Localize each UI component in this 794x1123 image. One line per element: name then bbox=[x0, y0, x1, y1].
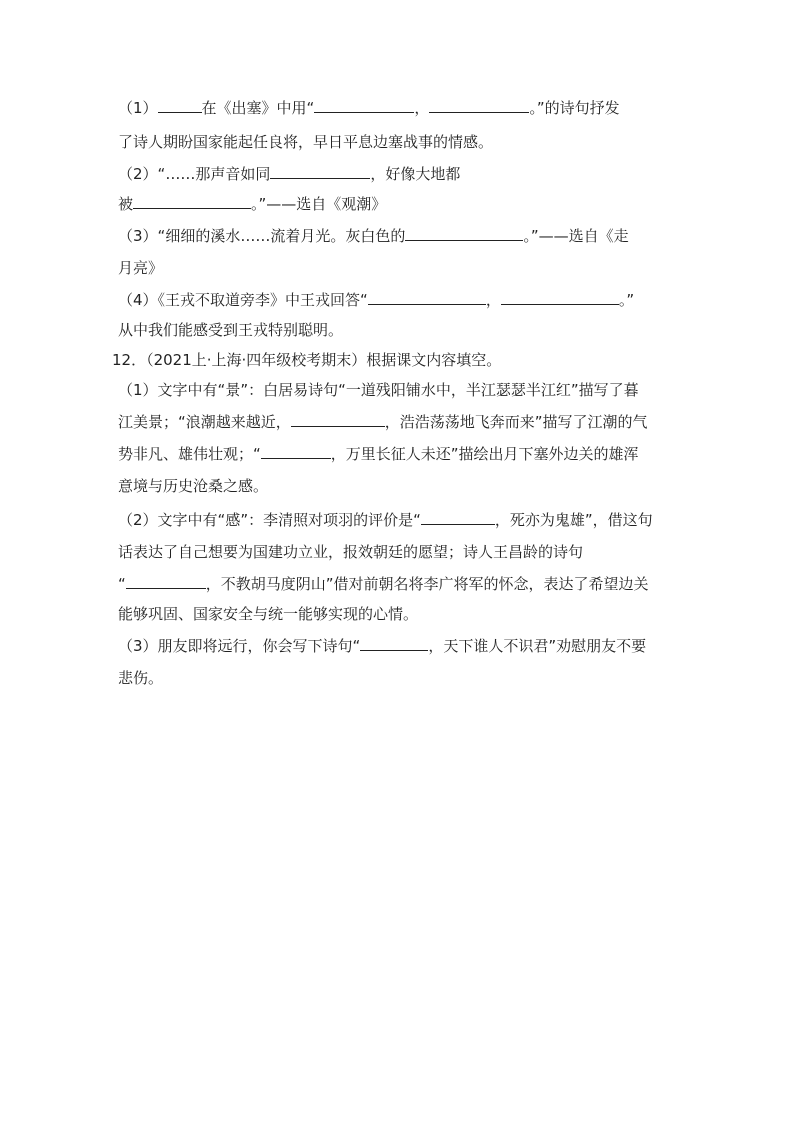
q11-p1-line2: 了诗人期盼国家能起任良将，早日平息边塞战事的情感。 bbox=[118, 133, 494, 151]
q12-p2-line3 bbox=[118, 574, 649, 594]
q12-p1-line1: （1）文字中有“景”：白居易诗句“一道残阳铺水中，半江瑟瑟半江红”描写了暮 bbox=[118, 381, 639, 399]
blank[interactable] bbox=[126, 574, 206, 589]
text: （3）朋友即将远行，你会写下诗句“ bbox=[118, 637, 361, 655]
q11-p4-line1 bbox=[118, 290, 634, 310]
q12-p2-line2: 话表达了自己想要为国建功立业，报效朝廷的愿望；诗人王昌龄的诗句 bbox=[118, 543, 584, 561]
q11-p4-line2: 从中我们能感受到王戎特别聪明。 bbox=[118, 321, 344, 339]
q12-p3-line2: 悲伤。 bbox=[118, 669, 164, 687]
q12-p3-line1 bbox=[118, 636, 646, 656]
text: 被 bbox=[118, 195, 134, 213]
q12-p1-line4: 意境与历史沧桑之感。 bbox=[118, 477, 269, 495]
text: 。” bbox=[618, 291, 635, 309]
text: 。”的诗句抒发 bbox=[529, 99, 620, 117]
text: （1） bbox=[118, 99, 158, 117]
q11-p1-line1 bbox=[118, 98, 620, 118]
q11-p2-line2 bbox=[118, 194, 386, 214]
blank[interactable] bbox=[501, 290, 619, 305]
text: 。”——选自《观潮》 bbox=[251, 195, 387, 213]
q11-p3-line2: 月亮》 bbox=[118, 259, 164, 277]
blank[interactable] bbox=[314, 98, 414, 113]
text: ，死亦为鬼雄”，借这句 bbox=[494, 511, 653, 529]
text: ， bbox=[485, 291, 501, 309]
blank[interactable] bbox=[368, 290, 486, 305]
text: （4）《王戎不取道旁李》中王戎回答“ bbox=[118, 291, 368, 309]
text: 势非凡、雄伟壮观；“ bbox=[118, 445, 261, 463]
text: （3）“细细的溪水……流着月光。灰白色的 bbox=[118, 227, 406, 245]
blank[interactable] bbox=[405, 226, 523, 241]
text: 在《出塞》中用“ bbox=[201, 99, 315, 117]
q12-p2-line1 bbox=[118, 510, 653, 530]
q12-p2-line4: 能够巩固、国家安全与统一能够实现的心情。 bbox=[118, 605, 419, 623]
text: ，不教胡马度阴山”借对前朝名将李广将军的怀念，表达了希望边关 bbox=[205, 575, 649, 593]
text: 。”——选自《走 bbox=[523, 227, 629, 245]
q12-title: 12．（2021上·上海·四年级校考期末）根据课文内容填空。 bbox=[112, 351, 502, 369]
text: “ bbox=[118, 575, 126, 593]
q11-p3-line1 bbox=[118, 226, 629, 246]
blank[interactable] bbox=[429, 98, 529, 113]
blank[interactable] bbox=[158, 98, 202, 113]
text: ，天下谁人不识君”劝慰朋友不要 bbox=[428, 637, 647, 655]
text: ，万里长征人未还”描绘出月下塞外边关的雄浑 bbox=[330, 445, 639, 463]
blank[interactable] bbox=[261, 444, 331, 459]
text: （2）文字中有“感”：李清照对项羽的评价是“ bbox=[118, 511, 421, 529]
blank[interactable] bbox=[421, 510, 495, 525]
blank[interactable] bbox=[360, 636, 428, 651]
q11-p2-line1 bbox=[118, 164, 460, 184]
blank[interactable] bbox=[291, 412, 385, 427]
q12-p1-line2 bbox=[118, 412, 648, 432]
text: 江美景；“浪潮越来越近， bbox=[118, 413, 291, 431]
blank[interactable] bbox=[133, 194, 251, 209]
text: ，好像大地都 bbox=[370, 165, 461, 183]
blank[interactable] bbox=[270, 164, 370, 179]
text: （2）“……那声音如同 bbox=[118, 165, 271, 183]
text: ， bbox=[414, 99, 430, 117]
text: ，浩浩荡荡地飞奔而来”描写了江潮的气 bbox=[384, 413, 648, 431]
q12-p1-line3 bbox=[118, 444, 639, 464]
